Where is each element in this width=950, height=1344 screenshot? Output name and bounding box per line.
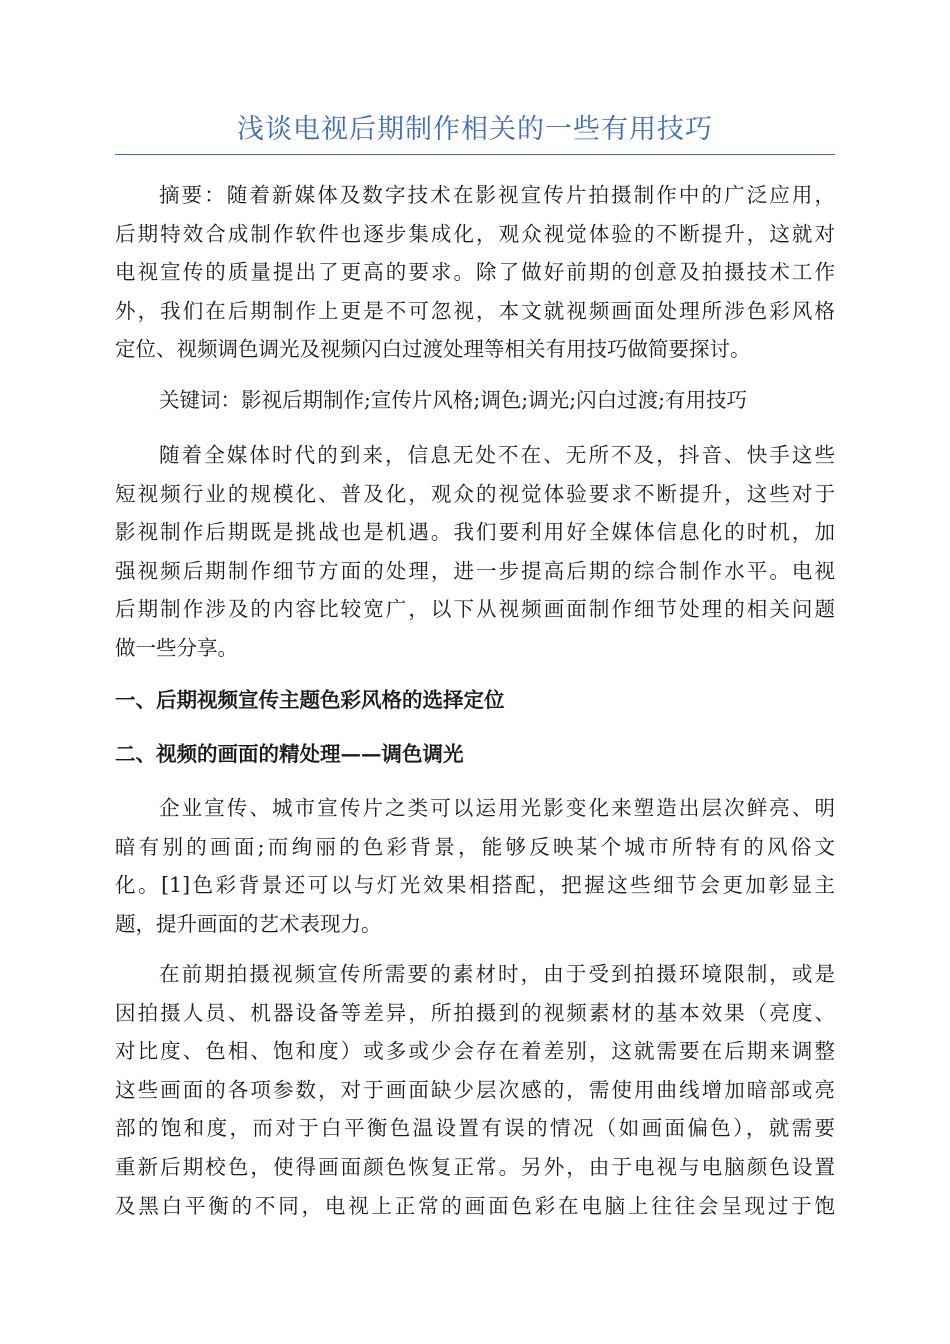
para2-line: 部的饱和度，而对于白平衡色温设置有误的情况（如画面偏色），就需要 <box>115 1116 835 1141</box>
intro-line: 做一些分享。 <box>115 635 238 660</box>
section-heading-1: 一、后期视频宣传主题色彩风格的选择定位 <box>115 688 505 712</box>
abstract-line: 定位、视频调色调光及视频闪白过渡处理等相关有用技巧做简要探讨。 <box>115 337 751 362</box>
para1-line: 题，提升画面的艺术表现力。 <box>115 911 382 936</box>
title-underline <box>115 154 835 155</box>
para2-line: 在前期拍摄视频宣传所需要的素材时，由于受到拍摄环境限制，或是 <box>159 962 835 986</box>
intro-line: 随着全媒体时代的到来，信息无处不在、无所不及，抖音、快手这些 <box>159 443 835 467</box>
para1-line: 企业宣传、城市宣传片之类可以运用光影变化来塑造出层次鲜亮、明 <box>159 796 835 820</box>
section-heading-2: 二、视频的画面的精处理——调色调光 <box>115 742 464 766</box>
intro-line: 后期制作涉及的内容比较宽广，以下从视频画面制作细节处理的相关问题 <box>115 597 835 622</box>
para2-line: 重新后期校色，使得画面颜色恢复正常。另外，由于电视与电脑颜色设置 <box>115 1154 835 1179</box>
intro-line: 强视频后期制作细节方面的处理，进一步提高后期的综合制作水平。电视 <box>115 558 835 583</box>
keywords-paragraph <box>115 381 835 420</box>
intro-line: 短视频行业的规模化、普及化，观众的视觉体验要求不断提升，这些对于 <box>115 481 835 506</box>
body-paragraph-1 <box>115 789 835 943</box>
para1-line: 化。[1]色彩背景还可以与灯光效果相搭配，把握这些细节会更加彰显主 <box>115 873 835 898</box>
para2-line: 因拍摄人员、机器设备等差异，所拍摄到的视频素材的基本效果（亮度、 <box>115 1000 835 1025</box>
body-paragraph-2 <box>115 955 835 1225</box>
para2-line: 对比度、色相、饱和度）或多或少会存在着差别，这就需要在后期来调整 <box>115 1039 835 1064</box>
para2-line: 这些画面的各项参数，对于画面缺少层次感的，需使用曲线增加暗部或亮 <box>115 1077 835 1102</box>
intro-paragraph <box>115 436 835 668</box>
document-title: 浅谈电视后期制作相关的一些有用技巧 <box>237 114 713 145</box>
abstract-line: 外，我们在后期制作上更是不可忽视，本文就视频画面处理所涉色彩风格 <box>115 298 835 323</box>
intro-line: 影视制作后期既是挑战也是机遇。我们要利用好全媒体信息化的时机，加 <box>115 520 835 545</box>
abstract-line: 摘要：随着新媒体及数字技术在影视宣传片拍摄制作中的广泛应用， <box>159 183 835 207</box>
abstract-paragraph <box>115 176 835 369</box>
para2-line: 及黑白平衡的不同，电视上正常的画面色彩在电脑上往往会呈现过于饱 <box>115 1193 835 1218</box>
abstract-line: 后期特效合成制作软件也逐步集成化，观众视觉体验的不断提升，这就对 <box>115 221 835 246</box>
para1-line: 暗有别的画面;而绚丽的色彩背景，能够反映某个城市所特有的风俗文 <box>115 834 835 859</box>
abstract-line: 电视宣传的质量提出了更高的要求。除了做好前期的创意及拍摄技术工作 <box>115 260 835 285</box>
keywords-line: 关键词：影视后期制作;宣传片风格;调色;调光;闪白过渡;有用技巧 <box>159 388 748 412</box>
